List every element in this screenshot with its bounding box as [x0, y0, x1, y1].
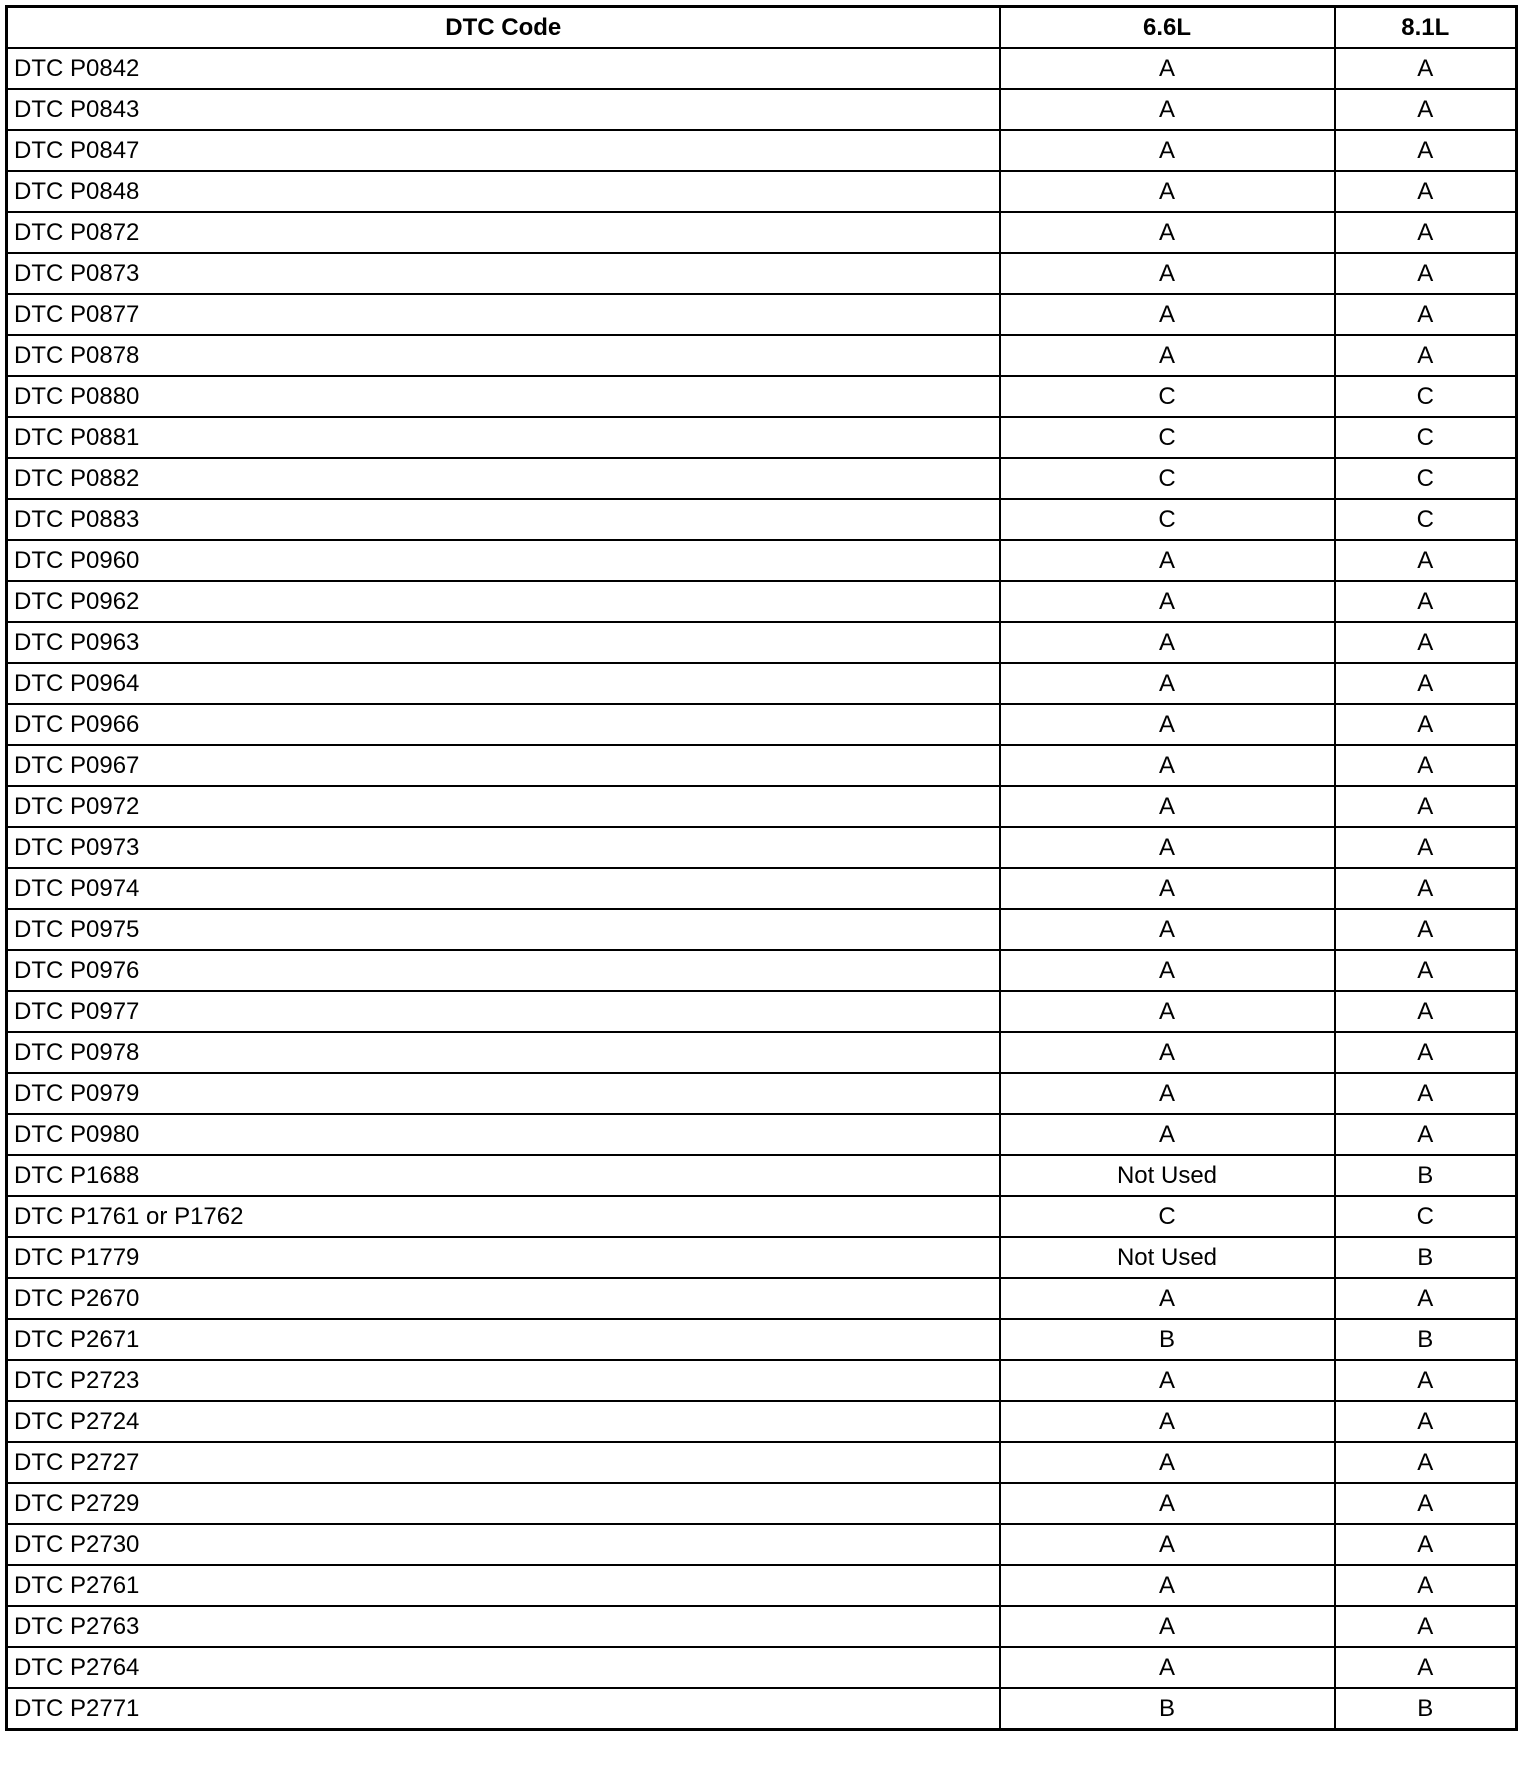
table-row — [7, 253, 1517, 294]
dtc-code-cell: DTC P0972 — [7, 786, 1000, 827]
value-6-6l-cell: A — [1000, 1483, 1335, 1524]
value-8-1l-cell: A — [1335, 663, 1517, 704]
dtc-code-cell: DTC P0873 — [7, 253, 1000, 294]
value-6-6l-cell: A — [1000, 1401, 1335, 1442]
value-6-6l-cell: A — [1000, 48, 1335, 89]
dtc-code-cell: DTC P2723 — [7, 1360, 1000, 1401]
value-8-1l-cell: A — [1335, 950, 1517, 991]
value-8-1l-cell: A — [1335, 89, 1517, 130]
value-8-1l-cell: A — [1335, 622, 1517, 663]
value-8-1l-cell: A — [1335, 48, 1517, 89]
dtc-code-cell: DTC P1761 or P1762 — [7, 1196, 1000, 1237]
value-8-1l-cell: A — [1335, 1401, 1517, 1442]
dtc-code-cell: DTC P2764 — [7, 1647, 1000, 1688]
dtc-code-cell: DTC P0964 — [7, 663, 1000, 704]
dtc-code-cell: DTC P0963 — [7, 622, 1000, 663]
dtc-code-cell: DTC P0843 — [7, 89, 1000, 130]
header-8-1l: 8.1L — [1335, 7, 1517, 49]
dtc-code-cell: DTC P2730 — [7, 1524, 1000, 1565]
value-8-1l-cell: A — [1335, 1278, 1517, 1319]
table-row — [7, 1114, 1517, 1155]
dtc-code-cell: DTC P0882 — [7, 458, 1000, 499]
value-6-6l-cell: A — [1000, 1360, 1335, 1401]
value-8-1l-cell: A — [1335, 786, 1517, 827]
dtc-code-cell: DTC P2670 — [7, 1278, 1000, 1319]
dtc-code-cell: DTC P2727 — [7, 1442, 1000, 1483]
dtc-code-cell: DTC P0842 — [7, 48, 1000, 89]
table-row — [7, 171, 1517, 212]
dtc-code-cell: DTC P1688 — [7, 1155, 1000, 1196]
table-row — [7, 827, 1517, 868]
value-8-1l-cell: A — [1335, 868, 1517, 909]
dtc-code-cell: DTC P0975 — [7, 909, 1000, 950]
value-6-6l-cell: A — [1000, 294, 1335, 335]
table-row — [7, 745, 1517, 786]
value-8-1l-cell: A — [1335, 1647, 1517, 1688]
value-6-6l-cell: A — [1000, 130, 1335, 171]
value-8-1l-cell: A — [1335, 704, 1517, 745]
table-row — [7, 48, 1517, 89]
value-6-6l-cell: A — [1000, 1032, 1335, 1073]
value-8-1l-cell: A — [1335, 1606, 1517, 1647]
value-6-6l-cell: A — [1000, 704, 1335, 745]
value-6-6l-cell: A — [1000, 663, 1335, 704]
value-8-1l-cell: C — [1335, 1196, 1517, 1237]
table-row — [7, 1401, 1517, 1442]
value-6-6l-cell: A — [1000, 827, 1335, 868]
value-6-6l-cell: C — [1000, 417, 1335, 458]
table-row — [7, 458, 1517, 499]
value-8-1l-cell: A — [1335, 1483, 1517, 1524]
value-6-6l-cell: A — [1000, 253, 1335, 294]
value-8-1l-cell: A — [1335, 540, 1517, 581]
dtc-code-cell: DTC P0976 — [7, 950, 1000, 991]
table-row — [7, 1688, 1517, 1730]
value-8-1l-cell: A — [1335, 745, 1517, 786]
value-6-6l-cell: C — [1000, 376, 1335, 417]
table-row — [7, 294, 1517, 335]
header-6-6l: 6.6L — [1000, 7, 1335, 49]
dtc-code-cell: DTC P0977 — [7, 991, 1000, 1032]
value-8-1l-cell: A — [1335, 294, 1517, 335]
table-row — [7, 909, 1517, 950]
value-8-1l-cell: A — [1335, 171, 1517, 212]
value-8-1l-cell: A — [1335, 335, 1517, 376]
value-8-1l-cell: C — [1335, 376, 1517, 417]
table-row — [7, 1278, 1517, 1319]
value-8-1l-cell: A — [1335, 909, 1517, 950]
value-6-6l-cell: Not Used — [1000, 1237, 1335, 1278]
dtc-code-cell: DTC P2763 — [7, 1606, 1000, 1647]
table-row — [7, 130, 1517, 171]
value-8-1l-cell: A — [1335, 827, 1517, 868]
value-8-1l-cell: C — [1335, 458, 1517, 499]
table-row — [7, 376, 1517, 417]
dtc-code-cell: DTC P0848 — [7, 171, 1000, 212]
value-6-6l-cell: A — [1000, 540, 1335, 581]
dtc-code-cell: DTC P0973 — [7, 827, 1000, 868]
value-6-6l-cell: C — [1000, 499, 1335, 540]
table-row — [7, 335, 1517, 376]
table-row — [7, 1565, 1517, 1606]
value-6-6l-cell: A — [1000, 868, 1335, 909]
table-row — [7, 89, 1517, 130]
value-8-1l-cell: A — [1335, 253, 1517, 294]
dtc-code-cell: DTC P0880 — [7, 376, 1000, 417]
value-6-6l-cell: C — [1000, 458, 1335, 499]
table-header-row — [7, 7, 1517, 49]
value-6-6l-cell: A — [1000, 786, 1335, 827]
dtc-code-cell: DTC P0974 — [7, 868, 1000, 909]
value-8-1l-cell: B — [1335, 1237, 1517, 1278]
table-row — [7, 663, 1517, 704]
table-body — [7, 48, 1517, 1730]
value-8-1l-cell: A — [1335, 212, 1517, 253]
dtc-code-cell: DTC P0877 — [7, 294, 1000, 335]
value-6-6l-cell: A — [1000, 1606, 1335, 1647]
table-row — [7, 786, 1517, 827]
header-dtc-code: DTC Code — [7, 7, 1000, 49]
value-8-1l-cell: A — [1335, 1114, 1517, 1155]
dtc-code-cell: DTC P0881 — [7, 417, 1000, 458]
table-row — [7, 868, 1517, 909]
value-8-1l-cell: A — [1335, 1524, 1517, 1565]
value-8-1l-cell: A — [1335, 1073, 1517, 1114]
dtc-code-cell: DTC P1779 — [7, 1237, 1000, 1278]
value-6-6l-cell: A — [1000, 171, 1335, 212]
value-6-6l-cell: A — [1000, 745, 1335, 786]
dtc-code-cell: DTC P0966 — [7, 704, 1000, 745]
value-6-6l-cell: A — [1000, 909, 1335, 950]
table-row — [7, 1319, 1517, 1360]
value-6-6l-cell: A — [1000, 335, 1335, 376]
dtc-code-cell: DTC P2671 — [7, 1319, 1000, 1360]
value-6-6l-cell: A — [1000, 581, 1335, 622]
dtc-code-cell: DTC P0878 — [7, 335, 1000, 376]
dtc-code-cell: DTC P0872 — [7, 212, 1000, 253]
value-6-6l-cell: A — [1000, 1647, 1335, 1688]
value-6-6l-cell: A — [1000, 1073, 1335, 1114]
value-8-1l-cell: A — [1335, 1360, 1517, 1401]
value-6-6l-cell: C — [1000, 1196, 1335, 1237]
table-row — [7, 1442, 1517, 1483]
table-row — [7, 1155, 1517, 1196]
value-8-1l-cell: B — [1335, 1319, 1517, 1360]
dtc-table — [5, 5, 1518, 1731]
value-8-1l-cell: A — [1335, 130, 1517, 171]
table-row — [7, 991, 1517, 1032]
dtc-code-cell: DTC P0967 — [7, 745, 1000, 786]
table-row — [7, 1360, 1517, 1401]
value-8-1l-cell: A — [1335, 1442, 1517, 1483]
dtc-code-cell: DTC P0980 — [7, 1114, 1000, 1155]
dtc-table-container — [5, 5, 1515, 1731]
table-row — [7, 581, 1517, 622]
dtc-code-cell: DTC P0962 — [7, 581, 1000, 622]
table-row — [7, 1237, 1517, 1278]
dtc-code-cell: DTC P2771 — [7, 1688, 1000, 1730]
dtc-code-cell: DTC P2724 — [7, 1401, 1000, 1442]
table-row — [7, 540, 1517, 581]
value-6-6l-cell: A — [1000, 950, 1335, 991]
dtc-code-cell: DTC P2761 — [7, 1565, 1000, 1606]
table-row — [7, 1606, 1517, 1647]
value-6-6l-cell: A — [1000, 1565, 1335, 1606]
value-8-1l-cell: A — [1335, 1032, 1517, 1073]
value-8-1l-cell: B — [1335, 1155, 1517, 1196]
table-row — [7, 1483, 1517, 1524]
value-6-6l-cell: A — [1000, 89, 1335, 130]
table-row — [7, 704, 1517, 745]
value-6-6l-cell: A — [1000, 212, 1335, 253]
value-6-6l-cell: A — [1000, 622, 1335, 663]
table-row — [7, 950, 1517, 991]
value-8-1l-cell: A — [1335, 991, 1517, 1032]
dtc-code-cell: DTC P0847 — [7, 130, 1000, 171]
value-6-6l-cell: A — [1000, 1114, 1335, 1155]
table-row — [7, 212, 1517, 253]
value-6-6l-cell: A — [1000, 1442, 1335, 1483]
value-8-1l-cell: A — [1335, 1565, 1517, 1606]
table-row — [7, 622, 1517, 663]
table-row — [7, 499, 1517, 540]
value-6-6l-cell: A — [1000, 1278, 1335, 1319]
value-8-1l-cell: B — [1335, 1688, 1517, 1730]
dtc-code-cell: DTC P2729 — [7, 1483, 1000, 1524]
value-6-6l-cell: Not Used — [1000, 1155, 1335, 1196]
dtc-code-cell: DTC P0978 — [7, 1032, 1000, 1073]
value-8-1l-cell: C — [1335, 417, 1517, 458]
table-row — [7, 1073, 1517, 1114]
table-row — [7, 1524, 1517, 1565]
value-6-6l-cell: A — [1000, 1524, 1335, 1565]
dtc-code-cell: DTC P0979 — [7, 1073, 1000, 1114]
value-8-1l-cell: A — [1335, 581, 1517, 622]
value-8-1l-cell: C — [1335, 499, 1517, 540]
table-row — [7, 1196, 1517, 1237]
dtc-code-cell: DTC P0960 — [7, 540, 1000, 581]
value-6-6l-cell: B — [1000, 1688, 1335, 1730]
table-row — [7, 1032, 1517, 1073]
table-row — [7, 417, 1517, 458]
table-row — [7, 1647, 1517, 1688]
dtc-code-cell: DTC P0883 — [7, 499, 1000, 540]
value-6-6l-cell: A — [1000, 991, 1335, 1032]
value-6-6l-cell: B — [1000, 1319, 1335, 1360]
